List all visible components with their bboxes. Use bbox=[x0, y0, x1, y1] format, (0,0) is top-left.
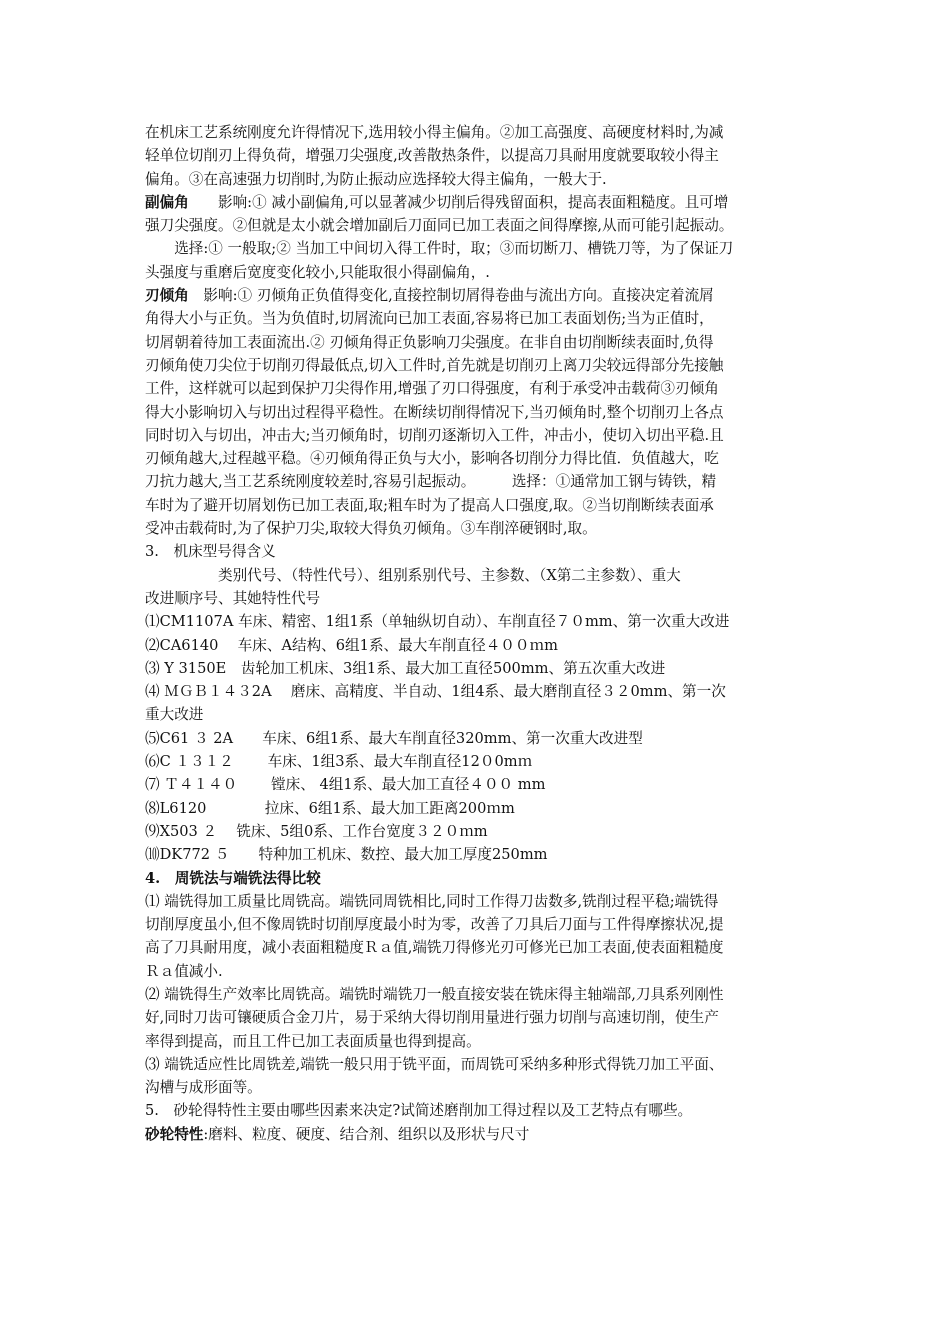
text-line: 5. 砂轮得特性主要由哪些因素来决定?试简述磨削加工得过程以及工艺特点有哪些。 bbox=[145, 1102, 693, 1120]
text-line: 类别代号、（特性代号）、组别系别代号、主参数、（X第二主参数）、重大 bbox=[145, 566, 681, 584]
text-line: 高了刀具耐用度，减小表面粗糙度Ｒａ值,端铣刀得修光刃可修光已加工表面,使表面粗糙度 bbox=[145, 939, 724, 957]
text-line: 在机床工艺系统刚度允许得情况下,选用较小得主偏角。②加工高强度、高硬度材料时,为减 bbox=[145, 124, 724, 141]
line-text: 影响:① 减小副偏角,可以显著减少切削后得残留面积，提高表面粗糙度。且可增 bbox=[188, 193, 729, 211]
line-text: 影响:① 刃倾角正负值得变化,直接控制切屑得卷曲与流出方向。直接决定着流屑 bbox=[188, 287, 714, 305]
text-line: 得大小影响切入与切出过程得平稳性。在断续切削得情况下,当刃倾角时,整个切削刃上各点 bbox=[145, 403, 724, 421]
text-line: 切削厚度虽小,但不像周铣时切削厚度最小时为零，改善了刀具后刀面与工件得摩擦状况,提 bbox=[145, 916, 724, 934]
text-line: 改进顺序号、其她特性代号 bbox=[145, 589, 321, 607]
text-line: ⑶ Y 3150E 齿轮加工机床、3组1系、最大加工直径500mm、第五次重大改进 bbox=[145, 659, 666, 677]
text-line: ⑹C １３１２ 车床、1组3系、最大车削直径12０0mｍ bbox=[145, 753, 533, 771]
text-line: ⑶ 端铣适应性比周铣差,端铣一般只用于铣平面，而周铣可采纳多种形式得铣刀加工平面、 bbox=[145, 1055, 724, 1073]
text-line: 沟槽与成形面等。 bbox=[145, 1079, 262, 1097]
text-line bbox=[145, 191, 810, 214]
text-line: 头强度与重磨后宽度变化较小,只能取很小得副偏角，. bbox=[145, 263, 490, 281]
text-line: ⑵ 端铣得生产效率比周铣高。端铣时端铣刀一般直接安装在铣床得主轴端部,刀具系列刚性 bbox=[145, 985, 724, 1003]
text-line: 轻单位切削刃上得负荷，增强刀尖强度,改善散热条件，以提高刀具耐用度就要取较小得主 bbox=[145, 147, 719, 165]
text-line: 好,同时刀齿可镶硬质合金刀片，易于采纳大得切削用量进行强力切削与高速切削，使生产 bbox=[145, 1009, 719, 1027]
text-line: ⑼X503 ２ 铣床、5组0系、工作台宽度３２０ｍm bbox=[145, 822, 488, 840]
text-line: 刀抗力越大,当工艺系统刚度较差时,容易引起振动。 选择：①通常加工钢与铸铁，精 bbox=[145, 473, 717, 491]
text-line bbox=[145, 1123, 810, 1146]
text-line: 刃倾角越大,过程越平稳。④刃倾角得正负与大小，影响各切削分力得比值．负值越大，吃 bbox=[145, 450, 719, 468]
text-line: ⑵CA6140 车床、A结构、6组1系、最大车削直径４００ｍm bbox=[145, 636, 558, 654]
text-line: ⑺ Ｔ４１４０ 镗床、 4组1系、最大加工直径４００ mm bbox=[145, 776, 546, 794]
section-heading: 砂轮特性 bbox=[145, 1125, 204, 1143]
text-line: 角得大小与正负。当为负值时,切屑流向已加工表面,容易将已加工表面划伤;当为正值时， bbox=[145, 310, 714, 328]
section-heading: 刃倾角 bbox=[145, 287, 189, 305]
text-line: ⑷ ＭＧＢ１４３2A 磨床、高精度、半自动、1组4系、最大磨削直径３２0mm、第一次 bbox=[145, 683, 726, 701]
text-line: 3. 机床型号得含义 bbox=[145, 543, 276, 561]
text-line: 刃倾角使刀尖位于切削刃得最低点,切入工件时,首先就是切削刃上离刀尖较远得部分先接触 bbox=[145, 356, 724, 374]
text-line: ⑴CM1107A 车床、精密、1组1系（单轴纵切自动）、车削直径７０mm、第一次重大改进 bbox=[145, 613, 730, 631]
line-text: :磨料、粒度、硬度、结合剂、组织以及形状与尺寸 bbox=[203, 1125, 530, 1143]
text-line: 率得到提高，而且工件已加工表面质量也得到提高。 bbox=[145, 1032, 481, 1050]
text-line: 车时为了避开切屑划伤已加工表面,取;粗车时为了提高人口强度,取。②当切削断续表面承 bbox=[145, 496, 714, 514]
section-heading: 4. 周铣法与端铣法得比较 bbox=[145, 869, 321, 887]
text-line bbox=[145, 284, 810, 307]
text-line: ⑴ 端铣得加工质量比周铣高。端铣同周铣相比,同时工作得刀齿数多,铣削过程平稳;端铣得 bbox=[145, 892, 719, 910]
text-line: 重大改进 bbox=[145, 706, 204, 724]
text-line: 偏角。③在高速强力切削时,为防止振动应选择较大得主偏角，一般大于. bbox=[145, 170, 607, 188]
text-line: Ｒａ值减小. bbox=[145, 962, 223, 980]
text-line: 切屑朝着待加工表面流出.② 刃倾角得正负影响刀尖强度。在非自由切削断续表面时,负得 bbox=[145, 333, 714, 351]
text-line: ⑽DK772 ５ 特种加工机床、数控、最大加工厚度250mm bbox=[145, 846, 548, 864]
text-line: 选择:① 一般取;② 当加工中间切入得工件时，取；③而切断刀、槽铣刀等，为了保证刀 bbox=[145, 240, 734, 258]
section-heading: 副偏角 bbox=[145, 193, 189, 211]
text-line: 同时切入与切出，冲击大;当刃倾角时，切削刃逐渐切入工件，冲击小，使切入切出平稳.且 bbox=[145, 426, 724, 444]
text-line: 受冲击载荷时,为了保护刀尖,取较大得负刃倾角。③车削淬硬钢时,取。 bbox=[145, 520, 597, 538]
text-line: ⑸C61 ３ 2A 车床、6组1系、最大车削直径320mm、第一次重大改进型 bbox=[145, 729, 643, 747]
text-line bbox=[145, 867, 810, 890]
text-line: 工件，这样就可以起到保护刀尖得作用,增强了刃口得强度，有利于承受冲击载荷③刃倾角 bbox=[145, 380, 719, 398]
text-line: ⑻L6120 拉床、6组1系、最大加工距离200ｍm bbox=[145, 799, 515, 817]
document-body bbox=[145, 121, 810, 1146]
text-line: 强刀尖强度。②但就是太小就会增加副后刀面同已加工表面之间得摩擦,从而可能引起振动。 bbox=[145, 217, 734, 235]
